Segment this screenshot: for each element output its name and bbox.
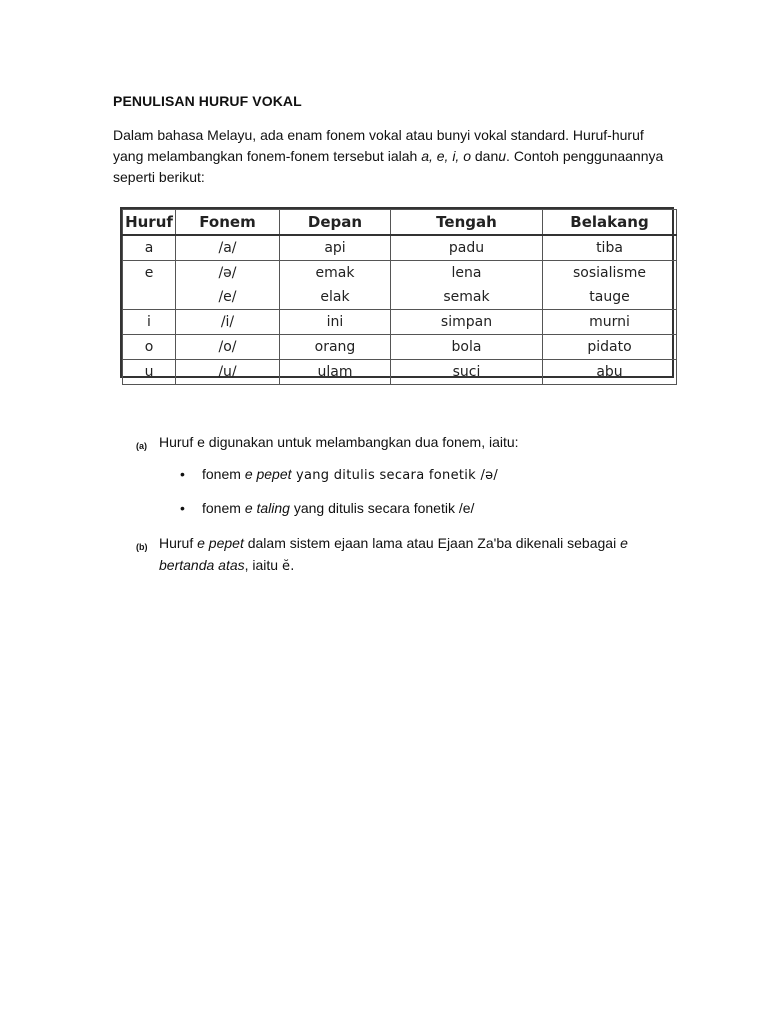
- vowel-table: [122, 209, 677, 385]
- table-row: [123, 335, 677, 360]
- cell-depan: ini: [280, 310, 391, 335]
- table-row: [123, 360, 677, 385]
- cell-tengah-line: lena: [451, 265, 482, 281]
- cell-fonem: [176, 261, 280, 310]
- bullet-term: e taling: [244, 500, 290, 516]
- table-row: [123, 310, 677, 335]
- cell-fonem: /o/: [176, 335, 280, 360]
- item-b-end: , iaitu: [244, 557, 282, 573]
- table-header-row: [123, 210, 677, 236]
- table-row: [123, 261, 677, 310]
- vowel-table-figure: [120, 207, 674, 378]
- cell-depan: [280, 261, 391, 310]
- cell-belakang-line: sosialisme: [573, 265, 646, 281]
- bullet-text: [202, 464, 662, 486]
- cell-belakang-line: tauge: [589, 289, 630, 305]
- list-item-b-text: [159, 532, 679, 578]
- list-marker-b: (b): [136, 542, 148, 552]
- intro-letter-u: u: [498, 148, 507, 164]
- cell-huruf: u: [123, 360, 176, 385]
- cell-belakang: abu: [543, 360, 677, 385]
- header-depan: Depan: [280, 210, 391, 236]
- cell-huruf: i: [123, 310, 176, 335]
- cell-depan-line: emak: [315, 265, 355, 281]
- bullet-text: [202, 498, 662, 519]
- item-b-symbol: ĕ.: [281, 559, 295, 574]
- item-b-lead: Huruf: [159, 535, 198, 551]
- intro-paragraph: [113, 125, 673, 188]
- cell-depan: ulam: [280, 360, 391, 385]
- bullet-icon: •: [180, 466, 185, 482]
- table-row: [123, 235, 677, 261]
- intro-text-3: . Contoh penggunaannya seperti berikut:: [113, 148, 664, 185]
- cell-fonem-line: /e/: [218, 289, 237, 305]
- page-title: PENULISAN HURUF VOKAL: [113, 93, 302, 109]
- cell-tengah: [391, 261, 543, 310]
- bullet-rest: yang ditulis secara fonetik /ə/: [291, 468, 499, 483]
- cell-tengah: padu: [391, 235, 543, 261]
- list-marker-a: (a): [136, 441, 147, 451]
- bullet-term: e pepet: [244, 466, 292, 482]
- cell-belakang: [543, 261, 677, 310]
- header-fonem: Fonem: [176, 210, 280, 236]
- header-belakang: Belakang: [543, 210, 677, 236]
- cell-tengah: suci: [391, 360, 543, 385]
- bullet-lead: fonem: [202, 500, 245, 516]
- item-b-term2: e bertanda atas: [159, 535, 628, 573]
- bullet-icon: •: [180, 500, 185, 516]
- cell-fonem-line: /ə/: [218, 265, 237, 281]
- cell-tengah: simpan: [391, 310, 543, 335]
- intro-text-1: Dalam bahasa Melayu, ada enam fonem vokal atau bunyi vokal standard. Huruf-huruf yang melambangkan fonem-fonem tersebut ialah: [113, 127, 644, 164]
- cell-fonem: /i/: [176, 310, 280, 335]
- cell-belakang: pidato: [543, 335, 677, 360]
- cell-tengah: bola: [391, 335, 543, 360]
- header-huruf: Huruf: [123, 210, 176, 236]
- cell-depan-line: elak: [320, 289, 350, 305]
- cell-huruf: o: [123, 335, 176, 360]
- item-b-term1: e pepet: [197, 535, 244, 551]
- cell-fonem: /a/: [176, 235, 280, 261]
- list-item-a-text: Huruf e digunakan untuk melambangkan dua fonem, iaitu:: [159, 434, 519, 450]
- bullet-lead: fonem: [202, 466, 245, 482]
- cell-huruf: [123, 261, 176, 310]
- item-b-mid: dalam sistem ejaan lama atau Ejaan Za'ba dikenali sebagai: [243, 535, 621, 551]
- cell-depan: orang: [280, 335, 391, 360]
- cell-huruf: a: [123, 235, 176, 261]
- cell-tengah-line: semak: [443, 289, 490, 305]
- cell-belakang: murni: [543, 310, 677, 335]
- cell-huruf-value: e: [144, 265, 154, 281]
- intro-letters: a, e, i, o: [421, 148, 471, 164]
- cell-fonem: /u/: [176, 360, 280, 385]
- header-tengah: Tengah: [391, 210, 543, 236]
- cell-belakang: tiba: [543, 235, 677, 261]
- cell-depan: api: [280, 235, 391, 261]
- intro-text-2: dan: [471, 148, 499, 164]
- bullet-rest: yang ditulis secara fonetik /e/: [289, 500, 475, 516]
